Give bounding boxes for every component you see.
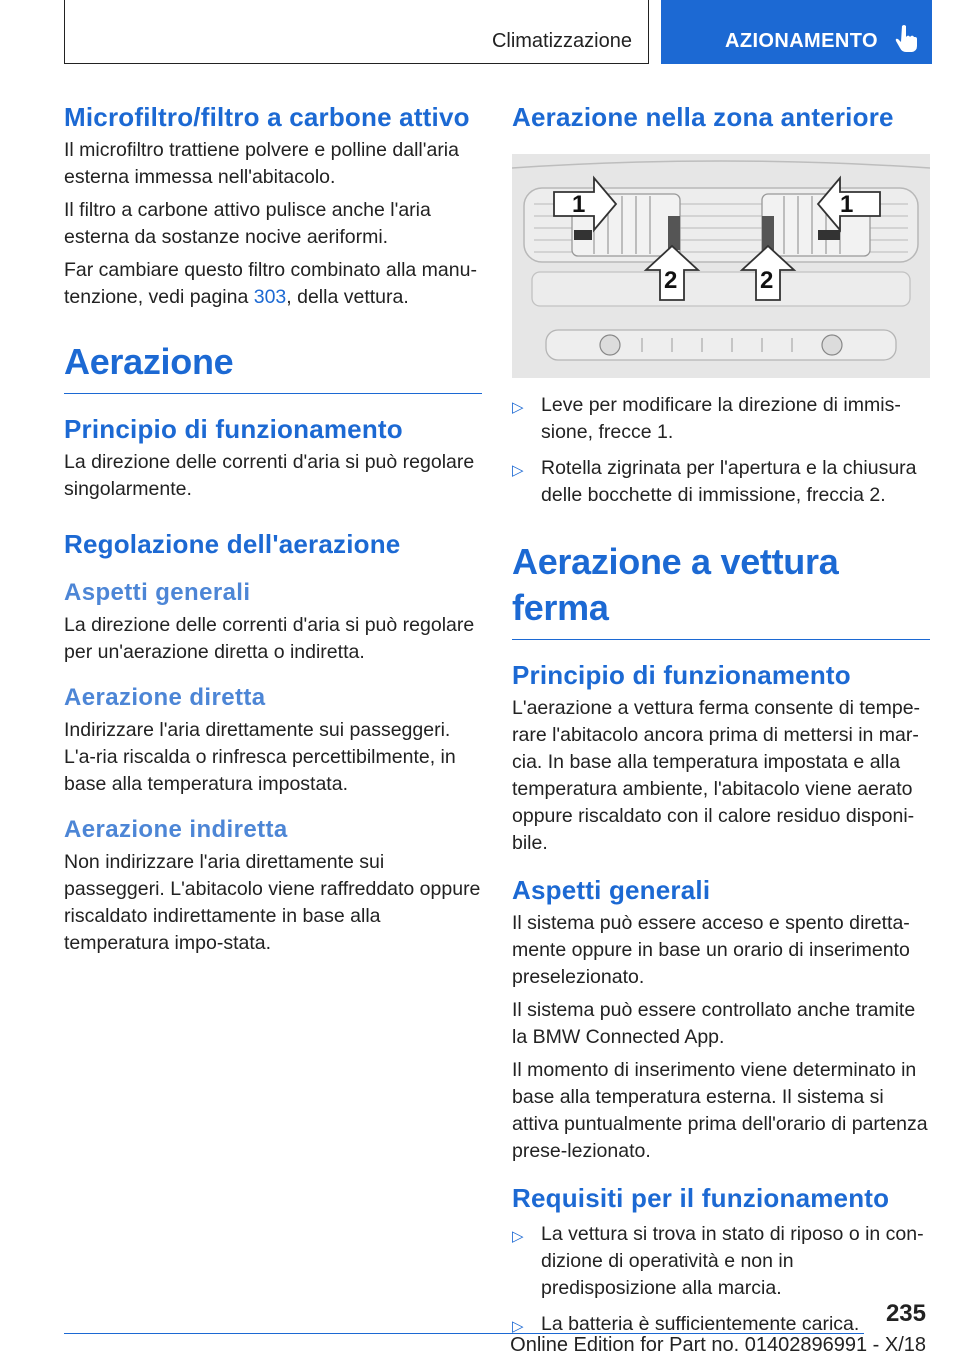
arrow-label-1-right: 1 [840,191,854,218]
list-item: ▷ Leve per modificare la direzione di immis‐sione, frecce 1. [512,394,901,443]
header-tab[interactable] [661,0,932,64]
text-diretta: Indirizzare l'aria direttamente sui passeggeri. L'a‐ria riscalda o rinfresca percettibilmente, in base alla temperatura impostata. [64,719,456,795]
heading-aerazione-diretta: Aerazione diretta [64,684,266,711]
heading-aspetti-ferma: Aspetti generali [512,875,711,905]
text-aspetti-2: Il sistema può essere controllato anche tramite la BMW Connected App. [512,999,916,1048]
text-micro-1: Il microfiltro trattiene polvere e polline dall'aria esterna immessa nell'abitacolo. [64,139,459,188]
pointing-hand-icon [895,24,919,54]
text-micro-3-pre: Far cambiare questo filtro combinato alla manu‐tenzione, vedi pagina [64,259,477,308]
heading-regolazione: Regolazione dell'aerazione [64,529,401,559]
list-item: ▷ La batteria è sufficientemente carica. [512,1311,930,1338]
heading-vettura-ferma: Aerazione a vettura ferma [512,539,930,640]
list-requisiti [512,1221,930,1338]
page-link-303[interactable]: 303 [253,286,287,308]
text-principio: La direzione delle correnti d'aria si può regolare singolarmente. [64,451,475,500]
text-aspetti-1: Il sistema può essere acceso e spento diretta‐mente oppure in base un orario di inserimento preselezionato. [512,912,910,988]
heading-aspetti-generali: Aspetti generali [64,579,251,606]
heading-principio: Principio di funzionamento [64,414,403,444]
arrow-label-2-left: 2 [664,267,678,294]
heading-aerazione-indiretta: Aerazione indiretta [64,816,288,843]
footer-edition: Online Edition for Part no. 01402896991 - X/18 [510,1334,926,1356]
list-item: ▷ La vettura si trova in stato di riposo o in con‐dizione di operatività e non in predisposizione alla marcia. [512,1223,924,1299]
heading-zona-anteriore: Aerazione nella zona anteriore [512,102,894,132]
text-aspetti-3: Il momento di inserimento viene determinato in base alla temperatura esterna. Il sistema si attiva puntualmente prima dell'orario di partenza prese‐lezionato. [512,1059,928,1162]
vents-illustration [512,154,930,378]
heading-microfilter: Microfiltro/filtro a carbone attivo [64,102,470,132]
header-tab-label: AZIONAMENTO [725,30,878,52]
header-section-title: Climatizzazione [491,30,632,52]
text-indiretta: Non indirizzare l'aria direttamente sui passeggeri. L'abitacolo viene raffreddato oppure riscaldato indirettamente in base alla temperatura impo‐stata. [64,851,481,954]
header-section-box [64,0,649,64]
triangle-bullet-icon: ▷ [512,399,524,416]
text-micro-2: Il filtro a carbone attivo pulisce anche l'aria esterna da sostanze nocive aeriformi. [64,199,431,248]
heading-principio-ferma: Principio di funzionamento [512,660,851,690]
triangle-bullet-icon: ▷ [512,1318,524,1335]
right-column [512,100,930,1347]
page-number: 235 [885,1300,926,1327]
text-micro-3-post: , della vettura. [286,286,409,308]
heading-aerazione: Aerazione [64,339,482,394]
list-anteriore [512,392,930,509]
arrow-label-1-left: 1 [572,191,586,218]
text-micro-3 [64,257,482,311]
text-principio-ferma: L'aerazione a vettura ferma consente di tempe‐rare l'abitacolo ancora prima di mettersi in mar‐cia. In base alla temperatura impostata e alla temperatura ambiente, l'abitacolo viene aerato oppure riscaldato con il calore residuo disponi‐bile. [512,697,921,854]
triangle-bullet-icon: ▷ [512,462,524,479]
left-column [64,100,482,957]
list-item: ▷ Rotella zigrinata per l'apertura e la chiusura delle bocchette di immissione, freccia 2. [512,457,917,506]
arrow-label-2-right: 2 [760,267,774,294]
text-aspetti: La direzione delle correnti d'aria si può regolare per un'aerazione diretta o indiretta. [64,614,475,663]
triangle-bullet-icon: ▷ [512,1228,524,1245]
heading-requisiti: Requisiti per il funzionamento [512,1183,890,1213]
